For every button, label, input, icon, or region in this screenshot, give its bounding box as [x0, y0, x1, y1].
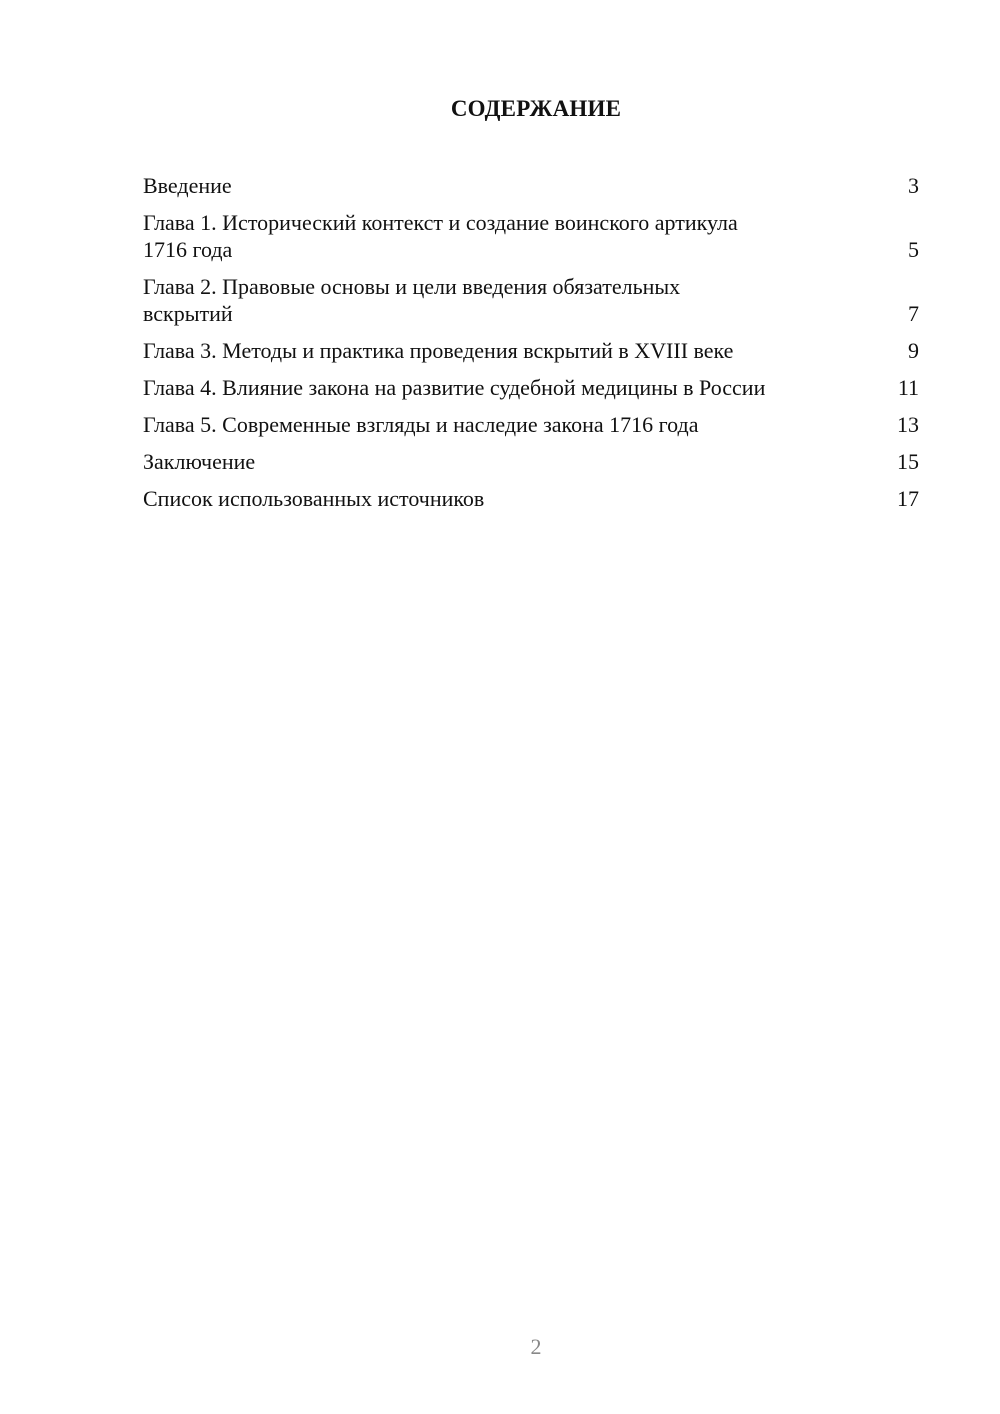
toc-entry-text: Глава 1. Исторический контекст и создание воинского артикула 1716 года: [143, 210, 738, 262]
toc-entry-conclusion: [143, 448, 919, 475]
toc-entry-introduction: [143, 172, 919, 199]
toc-entry-page: 13: [897, 412, 919, 437]
toc-entry-page: 5: [908, 237, 919, 262]
toc-entry-text: Введение: [143, 173, 232, 198]
toc-entry-chapter-5: [143, 411, 919, 438]
toc-entry-chapter-2: [143, 273, 919, 327]
toc-entry-text: Глава 3. Методы и практика проведения вскрытий в XVIII веке: [143, 338, 734, 363]
toc-entry-chapter-1: [143, 209, 919, 263]
toc-entry-text: Глава 4. Влияние закона на развитие судебной медицины в России: [143, 375, 766, 400]
toc-entry-page: 11: [897, 375, 919, 400]
toc-entry-chapter-4: [143, 374, 919, 401]
toc-entry-text: Глава 2. Правовые основы и цели введения обязательных вскрытий: [143, 274, 681, 326]
toc-entry-text: Список использованных источников: [143, 486, 485, 511]
toc-entry-page: 17: [897, 486, 919, 511]
toc-title: СОДЕРЖАНИЕ: [450, 96, 622, 121]
toc-entry-page: 7: [908, 301, 919, 326]
toc-entry-references: [143, 485, 919, 512]
table-of-contents: [143, 172, 919, 522]
toc-entry-page: 15: [897, 449, 919, 474]
toc-entry-chapter-3: [143, 337, 919, 364]
toc-entry-page: 9: [908, 338, 919, 363]
toc-entry-text: Заключение: [143, 449, 256, 474]
toc-entry-page: 3: [908, 173, 919, 198]
toc-entry-text: Глава 5. Современные взгляды и наследие закона 1716 года: [143, 412, 699, 437]
page-number: 2: [530, 1334, 542, 1359]
